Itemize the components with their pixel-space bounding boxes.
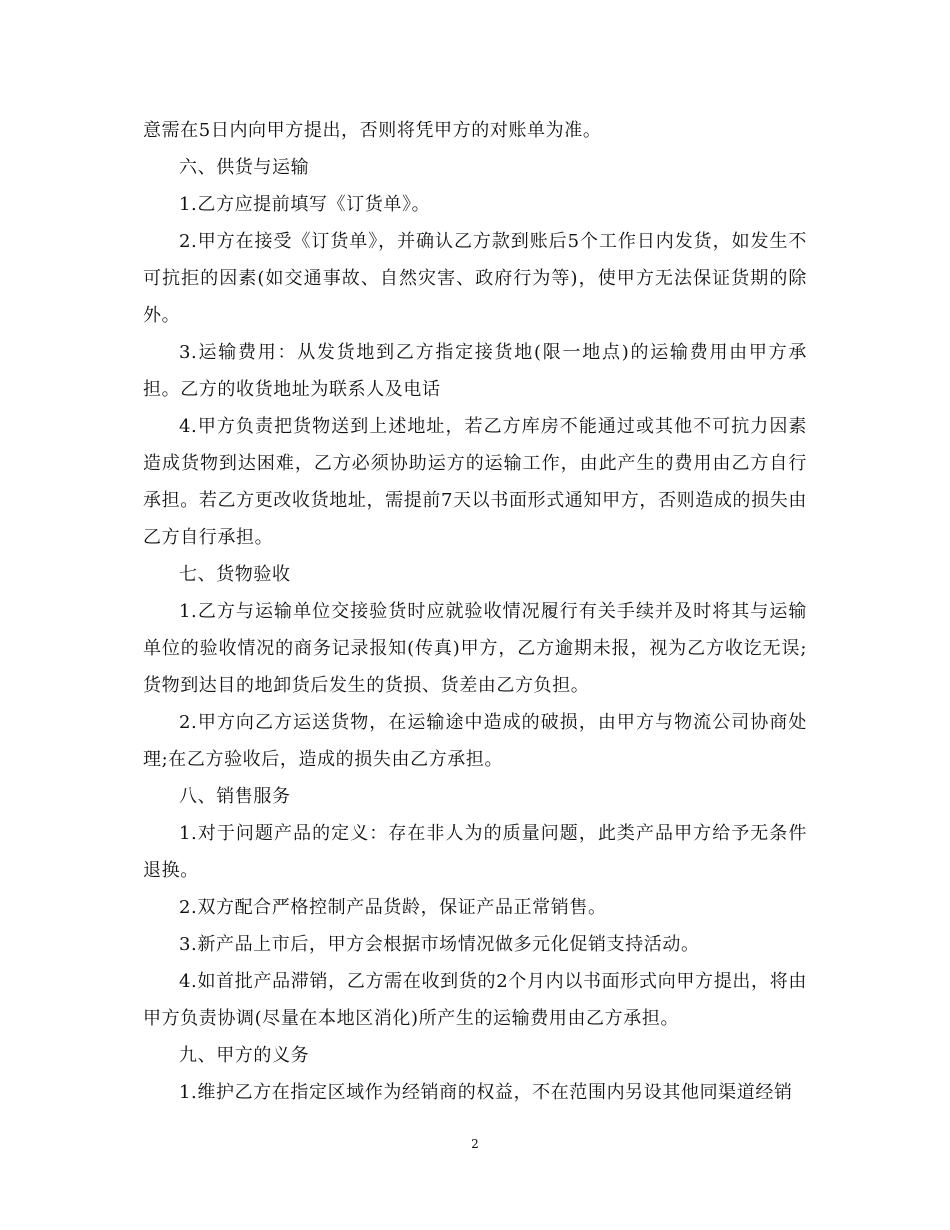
paragraph-7-2: 2.甲方向乙方运送货物，在运输途中造成的破损，由甲方与物流公司协商处理;在乙方验收后，造成的损失由乙方承担。 xyxy=(143,712,807,770)
paragraph-8-4: 4.如首批产品滞销，乙方需在收到货的2个月内以书面形式向甲方提出，将由甲方负责协调(尽量在本地区消化)所产生的运输费用由乙方承担。 xyxy=(143,971,807,1029)
paragraph-6-4: 4.甲方负责把货物送到上述地址，若乙方库房不能通过或其他不可抗力因素造成货物到达困难，乙方必须协助运方的运输工作，由此产生的费用由乙方自行承担。若乙方更改收货地址，需提前7天以书面形式通知甲方，否则造成的损失由乙方自行承担。 xyxy=(143,416,807,548)
paragraph-8-3: 3.新产品上市后，甲方会根据市场情况做多元化促销支持活动。 xyxy=(179,934,700,955)
paragraph-continuation: 意需在5日内向甲方提出，否则将凭甲方的对账单为准。 xyxy=(143,120,602,141)
section-heading-nine: 九、甲方的义务 xyxy=(179,1045,310,1066)
document-body xyxy=(143,112,807,1111)
paragraph-7-1: 1.乙方与运输单位交接验货时应就验收情况履行有关手续并及时将其与运输单位的验收情况的商务记录报知(传真)甲方，乙方逾期未报，视为乙方收讫无误;货物到达目的地卸货后发生的货损、货差由乙方负担。 xyxy=(143,601,807,696)
paragraph-8-1: 1.对于问题产品的定义：存在非人为的质量问题，此类产品甲方给予无条件退换。 xyxy=(143,823,807,881)
paragraph-6-3: 3.运输费用：从发货地到乙方指定接货地(限一地点)的运输费用由甲方承担。乙方的收货地址为联系人及电话 xyxy=(143,342,807,400)
paragraph-9-1: 1.维护乙方在指定区域作为经销商的权益，不在范围内另设其他同渠道经销 xyxy=(179,1082,793,1103)
page-number: 2 xyxy=(471,1137,479,1151)
section-heading-six: 六、供货与运输 xyxy=(179,157,310,178)
paragraph-8-2: 2.双方配合严格控制产品货龄，保证产品正常销售。 xyxy=(179,897,607,918)
section-heading-eight: 八、销售服务 xyxy=(179,786,291,807)
paragraph-6-2: 2.甲方在接受《订货单》，并确认乙方款到账后5个工作日内发货，如发生不可抗拒的因素(如交通事故、自然灾害、政府行为等)，使甲方无法保证货期的除外。 xyxy=(143,231,807,326)
section-heading-seven: 七、货物验收 xyxy=(179,564,291,585)
paragraph-6-1: 1.乙方应提前填写《订货单》。 xyxy=(179,194,431,215)
